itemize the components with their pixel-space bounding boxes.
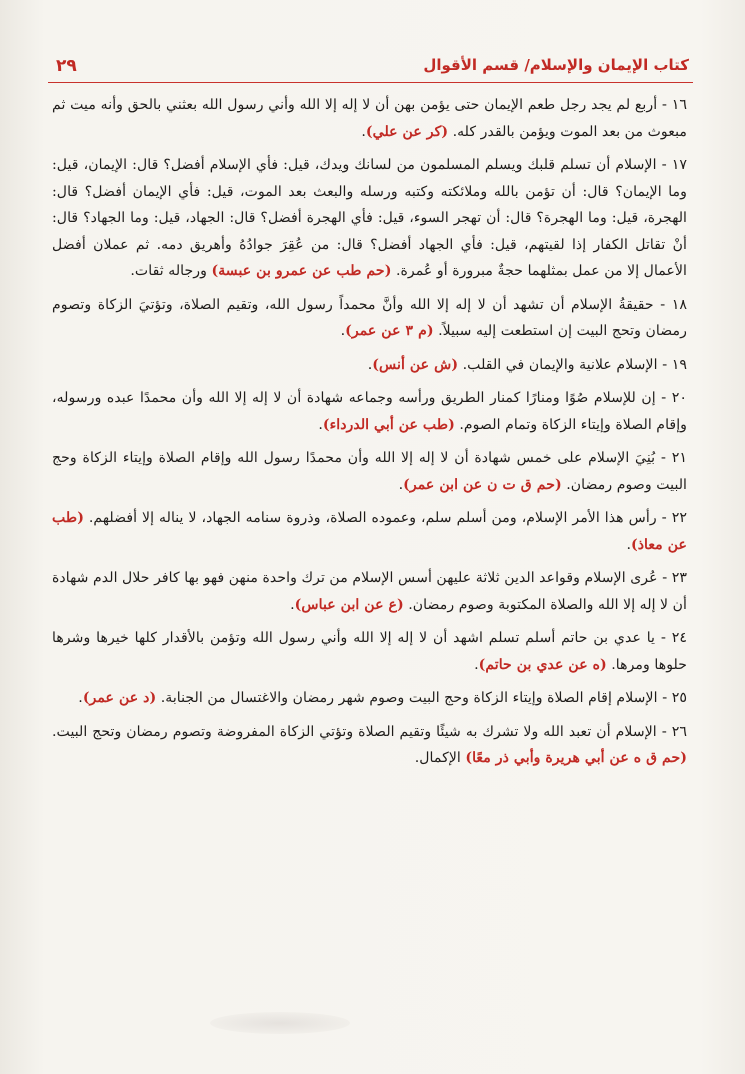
running-header xyxy=(48,50,693,83)
hadith-number: ٢٢ - xyxy=(661,510,687,526)
hadith-text: الإسلام أن تعبد الله ولا تشرك به شيئًا وتقيم الصلاة وتؤتي الزكاة المفروضة وتصوم رمضان وتحج البيت. xyxy=(52,723,657,740)
hadith-text: إن للإسلام صُوًا ومنارًا كمنار الطريق ورأسه وجماعه شهادة أن لا إله إلا الله وأن محمدًا عبده ورسوله، وإقام الصلاة وإيتاء الزكاة وتمام الصوم. xyxy=(52,390,687,433)
hadith-entry xyxy=(52,719,687,772)
ink-smudge xyxy=(210,1012,350,1034)
hadith-text: الإسلام إقام الصلاة وإيتاء الزكاة وحج البيت وصوم شهر رمضان والاغتسال من الجنابة. xyxy=(160,690,658,706)
hadith-number: ٢٣ - xyxy=(662,570,687,586)
hadith-list xyxy=(52,92,687,779)
hadith-text: الإسلام أن تسلم قلبك ويسلم المسلمون من لسانك ويدك، قيل: فأي الإسلام أفضل؟ قال: الإيمان، قيل: وما الإيمان؟ قال: أن تؤمن بالله وملائكته وكتبه ورسله والبعث بعد الموت، قيل: فأي الإيمان أفضل؟ قال: الهجرة، قيل: وما الهجرة؟ قال: أن تهجر السوء، قيل: فأي الهجرة أفضل؟ قال: الجهاد، قيل: وما الجهاد؟ قال: أنْ تقاتل الكفار إذا لقيتهم، قيل: فأي الجهاد أفضل؟ قال: من عُقِرَ جوادُهُ وأهريق دمه. ثم عملان أفضل الأعمال إلا من عمل بمثلهما حجةٌ مبرورة أو عُمرة. xyxy=(52,157,687,279)
hadith-note: . xyxy=(340,323,346,339)
hadith-source: (ه عن عدي بن حاتم) xyxy=(478,656,607,673)
hadith-note: الإكمال. xyxy=(414,750,461,766)
hadith-note: . xyxy=(398,476,404,493)
hadith-entry xyxy=(52,565,687,618)
hadith-entry xyxy=(52,445,687,498)
hadith-number: ١٧ - xyxy=(661,157,687,173)
page-number: ٢٩ xyxy=(56,56,77,76)
hadith-text: رأس هذا الأمر الإسلام، ومن أسلم سلم، وعموده الصلاة، وذروة سنامه الجهاد، لا يناله إلا أفضلهم. xyxy=(88,510,657,526)
hadith-note: . xyxy=(290,596,295,613)
hadith-text: عُرى الإسلام وقواعد الدين ثلاثة عليهن أسس الإسلام من ترك واحدة منهن فهو بها كافر حلال الدم شهادة أن لا إله إلا الله والصلاة المكتوبة وصوم رمضان. xyxy=(52,570,687,613)
hadith-note: . xyxy=(361,123,366,140)
hadith-entry xyxy=(52,505,687,558)
hadith-note: . xyxy=(78,690,83,706)
header-title: كتاب الإيمان والإسلام/ قسم الأقوال xyxy=(423,56,689,74)
hadith-source: (حم ق ه عن أبي هريرة وأبي ذر معًا) xyxy=(465,750,687,766)
hadith-source: (حم ق ت ن عن ابن عمر) xyxy=(403,476,562,493)
hadith-source: (حم طب عن عمرو بن عبسة) xyxy=(211,263,392,279)
hadith-entry xyxy=(52,685,687,712)
hadith-source: (طب عن معاذ) xyxy=(52,510,687,553)
hadith-note: . xyxy=(474,656,479,673)
hadith-number: ١٦ - xyxy=(661,97,688,113)
hadith-note: . xyxy=(318,416,323,433)
hadith-number: ٢٥ - xyxy=(662,690,687,706)
hadith-text: حقيقةُ الإسلام أن تشهد أن لا إله إلا الله وأنَّ محمداً رسول الله، وتقيم الصلاة، وتؤتيَ الزكاة وتصوم رمضان وتحج البيت إن استطعت إليه سبيلاً. xyxy=(52,296,687,339)
hadith-note: . xyxy=(626,536,631,553)
hadith-source: (ع عن ابن عباس) xyxy=(294,596,404,613)
hadith-note: ورجاله ثقات. xyxy=(130,263,207,279)
hadith-entry xyxy=(52,385,687,438)
hadith-entry xyxy=(52,92,687,145)
hadith-number: ٢٦ - xyxy=(661,723,687,740)
hadith-entry xyxy=(52,152,687,285)
hadith-number: ١٩ - xyxy=(662,356,687,373)
hadith-number: ٢١ - xyxy=(660,450,687,466)
hadith-entry xyxy=(52,352,687,379)
hadith-source: (م ٣ عن عمر) xyxy=(345,323,434,339)
hadith-entry xyxy=(52,292,687,345)
hadith-text: أربع لم يجد رجل طعم الإيمان حتى يؤمن بهن أن لا إله إلا الله وأني رسول الله بعثني بالحق وأنه ميت ثم مبعوث من بعد الموت ويؤمن بالقدر كله. xyxy=(52,97,687,140)
hadith-source: (ش عن أنس) xyxy=(372,356,459,373)
hadith-number: ٢٠ - xyxy=(661,390,687,406)
hadith-number: ٢٤ - xyxy=(660,630,687,646)
hadith-text: الإسلام علانية والإيمان في القلب. xyxy=(462,356,658,373)
hadith-source: (كر عن علي) xyxy=(365,123,449,140)
hadith-text: يا عدي بن حاتم أسلم تسلم اشهد أن لا إله إلا الله وأني رسول الله وتؤمن بالأقدار كلها خيرها وشرها حلوها ومرها. xyxy=(52,630,687,673)
hadith-note: . xyxy=(367,356,373,373)
hadith-text: بُنِيَ الإسلام على خمس شهادة أن لا إله إلا الله وأن محمدًا رسول الله وإقام الصلاة وإيتاء الزكاة وحج البيت وصوم رمضان. xyxy=(52,450,687,493)
hadith-source: (طب عن أبي الدرداء) xyxy=(322,416,455,433)
hadith-entry xyxy=(52,625,687,678)
hadith-number: ١٨ - xyxy=(660,296,687,313)
hadith-source: (د عن عمر) xyxy=(82,690,157,706)
